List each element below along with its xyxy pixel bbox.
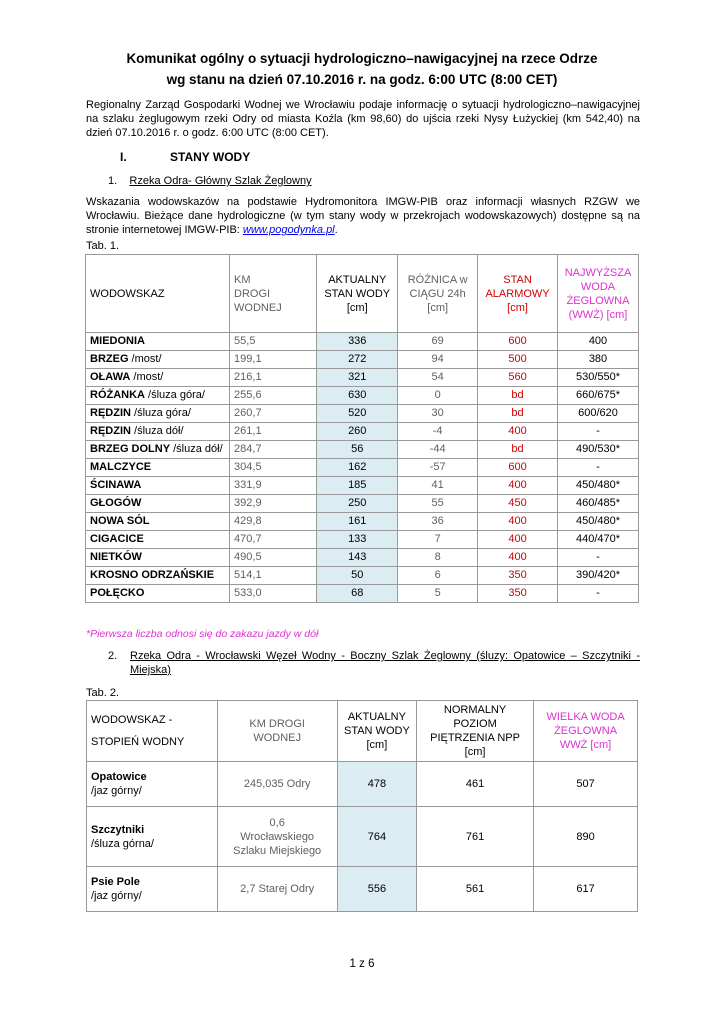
- header-km: [230, 255, 317, 333]
- row-name: POŁĘCKO: [90, 587, 145, 599]
- header2-npp: NORMALNY POZIOM PIĘTRZENIA NPP [cm]: [416, 701, 533, 762]
- row-stan: 68: [317, 585, 398, 603]
- table-1-row: [86, 531, 639, 549]
- table-1-row: [86, 477, 639, 495]
- header2-wodowskaz: [87, 701, 218, 762]
- row-wwz: -: [558, 423, 639, 441]
- row-km: 260,7: [230, 405, 317, 423]
- row-diff: 36: [398, 513, 478, 531]
- row-suffix: /śluza góra/: [130, 407, 191, 419]
- row-diff: 30: [398, 405, 478, 423]
- row-diff: -4: [398, 423, 478, 441]
- row-diff: 6: [398, 567, 478, 585]
- row2-km: [217, 762, 337, 807]
- row-km: 261,1: [230, 423, 317, 441]
- row-wodowskaz: [86, 369, 230, 387]
- row2-km: [217, 807, 337, 867]
- row2-sub: /jaz górny/: [91, 890, 142, 902]
- row-wwz: 440/470*: [558, 531, 639, 549]
- row-km: 470,7: [230, 531, 317, 549]
- row-km: 255,6: [230, 387, 317, 405]
- row2-wwz: 617: [534, 867, 638, 912]
- row-name: MALCZYCE: [90, 461, 152, 473]
- table-1-row: [86, 513, 639, 531]
- table-1-row: [86, 585, 639, 603]
- row-suffix: /most/: [128, 353, 162, 365]
- row-km: 284,7: [230, 441, 317, 459]
- row-alarm: bd: [478, 405, 558, 423]
- row-name: BRZEG: [90, 353, 129, 365]
- row-wodowskaz: [86, 531, 230, 549]
- row-alarm: 500: [478, 351, 558, 369]
- row2-stan: 478: [337, 762, 416, 807]
- row-wodowskaz: [86, 387, 230, 405]
- row-name: CIGACICE: [90, 533, 144, 545]
- row-name: RĘDZIN: [90, 407, 131, 419]
- section-number: I.: [120, 150, 127, 164]
- header-km-text: KM DROGI WODNEJ: [234, 273, 282, 314]
- row-km: 55,5: [230, 333, 317, 351]
- row-km: 331,9: [230, 477, 317, 495]
- row2-wodowskaz: [87, 762, 218, 807]
- row-stan: 321: [317, 369, 398, 387]
- row-wwz: 450/480*: [558, 477, 639, 495]
- row-diff: 0: [398, 387, 478, 405]
- row-name: NOWA SÓL: [90, 515, 150, 527]
- row-alarm: 350: [478, 585, 558, 603]
- row-diff: -57: [398, 459, 478, 477]
- row-wwz: 400: [558, 333, 639, 351]
- row-stan: 50: [317, 567, 398, 585]
- description-text: Wskazania wodowskazów na podstawie Hydromonitora IMGW-PIB oraz informacji własnych RZGW we Wrocławiu. Bieżące dane hydrologiczne (w tym stany wody w przekrojach wodowskazowych) dostępne są na stronie internetowej IMGW-PIB:: [86, 196, 640, 236]
- header-aktualny: AKTUALNY STAN WODY [cm]: [317, 255, 398, 333]
- header2-wwz-text: WIELKA WODA ŻEGLOWNA WWŻ [cm]: [546, 711, 625, 751]
- row-stan: 250: [317, 495, 398, 513]
- header2-wodowskaz-line1: WODOWSKAZ -: [91, 714, 173, 726]
- row-wwz: 390/420*: [558, 567, 639, 585]
- list-item-2-number: 2.: [108, 650, 118, 662]
- row-stan: 336: [317, 333, 398, 351]
- row-wodowskaz: [86, 585, 230, 603]
- row2-km-text: 0,6 Wrocławskiego Szlaku Miejskiego: [233, 816, 322, 857]
- header2-wwz: [534, 701, 638, 762]
- row2-npp: 461: [416, 762, 533, 807]
- table-2-row: [87, 762, 638, 807]
- table-2: [86, 700, 638, 912]
- page-number: 1 z 6: [349, 958, 375, 970]
- row2-name: Szczytniki: [91, 823, 145, 836]
- list-item-2-label: Rzeka Odra - Wrocławski Węzeł Wodny - Boczny Szlak Żeglowny (śluzy: Opatowice – Szczytniki - Miejska): [130, 650, 640, 676]
- row-wodowskaz: [86, 351, 230, 369]
- row2-sub: /jaz górny/: [91, 785, 142, 797]
- row2-km-text: 2,7 Starej Odry: [240, 883, 315, 895]
- row-diff: -44: [398, 441, 478, 459]
- row-alarm: 400: [478, 423, 558, 441]
- row-stan: 143: [317, 549, 398, 567]
- row-stan: 630: [317, 387, 398, 405]
- row-diff: 55: [398, 495, 478, 513]
- row-alarm: bd: [478, 387, 558, 405]
- table-1-body: [86, 333, 639, 603]
- row-name: OŁAWA: [90, 371, 131, 383]
- row-wwz: 530/550*: [558, 369, 639, 387]
- header-wwz: NAJWYŻSZA WODA ŻEGLOWNA (WWŻ) [cm]: [558, 255, 639, 333]
- table-1-row: [86, 459, 639, 477]
- row-wodowskaz: [86, 423, 230, 441]
- title-line-1: Komunikat ogólny o sytuacji hydrologiczno–nawigacyjnej na rzece Odrze: [126, 51, 598, 66]
- row-km: 490,5: [230, 549, 317, 567]
- row2-name: Psie Pole: [91, 876, 140, 888]
- row2-sub: /śluza górna/: [91, 837, 154, 850]
- row2-stan: 764: [337, 807, 416, 867]
- row-wodowskaz: [86, 459, 230, 477]
- row-suffix: /śluza góra/: [145, 389, 205, 401]
- row-km: 216,1: [230, 369, 317, 387]
- table-1-row: [86, 567, 639, 585]
- header2-km: [217, 701, 337, 762]
- list-item-1-number: 1.: [108, 175, 118, 187]
- row-wwz: 450/480*: [558, 513, 639, 531]
- row-suffix: /most/: [130, 371, 164, 383]
- row-wwz: 380: [558, 351, 639, 369]
- row-km: 429,8: [230, 513, 317, 531]
- row-diff: 41: [398, 477, 478, 495]
- row-alarm: 350: [478, 567, 558, 585]
- table-2-row: [87, 807, 638, 867]
- row-diff: 94: [398, 351, 478, 369]
- row-wwz: -: [558, 459, 639, 477]
- row-suffix: /śluza dół/: [170, 443, 223, 455]
- row-name: KROSNO ODRZAŃSKIE: [90, 569, 215, 581]
- table-1-row: [86, 351, 639, 369]
- row-alarm: 400: [478, 549, 558, 567]
- row2-wwz: 890: [534, 807, 638, 867]
- table-1-row: [86, 423, 639, 441]
- row-name: RÓŻANKA: [90, 389, 145, 401]
- row-alarm: bd: [478, 441, 558, 459]
- row-wodowskaz: [86, 495, 230, 513]
- row2-km-text: 245,035 Odry: [243, 778, 311, 790]
- list-item-1-label: Rzeka Odra- Główny Szlak Żeglowny: [129, 175, 312, 187]
- row-alarm: 400: [478, 531, 558, 549]
- header2-wodowskaz-line2: STOPIEŃ WODNY: [91, 736, 185, 748]
- table-1-row: [86, 369, 639, 387]
- row-alarm: 450: [478, 495, 558, 513]
- table-1-row: [86, 333, 639, 351]
- row-name: ŚCINAWA: [90, 479, 142, 491]
- row-diff: 69: [398, 333, 478, 351]
- row-suffix: /śluza dół/: [130, 425, 184, 437]
- row-stan: 272: [317, 351, 398, 369]
- row-diff: 7: [398, 531, 478, 549]
- row2-stan: 556: [337, 867, 416, 912]
- section-heading: [120, 150, 250, 164]
- row2-wodowskaz: [87, 807, 218, 867]
- row-km: 392,9: [230, 495, 317, 513]
- intro-paragraph: Regionalny Zarząd Gospodarki Wodnej we Wrocławiu podaje informację o sytuacji hydrologiczno–nawigacyjnej na szlaku żeglugowym rzeki Odry od miasta Koźla (km 98,60) do ujścia rzeki Nysy Łużyckiej (km 542,40) na dzień 07.10.2016 r. o godz. 6:00 UTC (8:00 CET).: [86, 99, 640, 139]
- title-line-2: wg stanu na dzień 07.10.2016 r. na godz. 6:00 UTC (8:00 CET): [166, 72, 558, 87]
- row2-npp: 561: [416, 867, 533, 912]
- row-wodowskaz: [86, 513, 230, 531]
- row-name: MIEDONIA: [90, 335, 145, 347]
- row-stan: 56: [317, 441, 398, 459]
- header-wodowskaz: WODOWSKAZ: [86, 255, 230, 333]
- row-name: GŁOGÓW: [90, 497, 142, 509]
- row-wodowskaz: [86, 477, 230, 495]
- row-diff: 54: [398, 369, 478, 387]
- table-1-row: [86, 549, 639, 567]
- row-wodowskaz: [86, 405, 230, 423]
- row2-name: Opatowice: [91, 771, 147, 783]
- row-stan: 185: [317, 477, 398, 495]
- table-2-header-row: [87, 701, 638, 762]
- row2-npp: 761: [416, 807, 533, 867]
- row-wwz: 460/485*: [558, 495, 639, 513]
- row-wwz: -: [558, 549, 639, 567]
- header2-aktualny: AKTUALNY STAN WODY [cm]: [337, 701, 416, 762]
- row-stan: 162: [317, 459, 398, 477]
- row-wwz: 660/675*: [558, 387, 639, 405]
- row2-wwz: 507: [534, 762, 638, 807]
- row-name: NIETKÓW: [90, 551, 142, 563]
- pogodynka-link[interactable]: www.pogodynka.pl: [242, 224, 335, 236]
- row-stan: 520: [317, 405, 398, 423]
- row-wodowskaz: [86, 441, 230, 459]
- description-end: .: [334, 224, 338, 236]
- row-alarm: 400: [478, 513, 558, 531]
- table-1-row: [86, 405, 639, 423]
- row-alarm: 600: [478, 333, 558, 351]
- table-1-label: Tab. 1.: [86, 240, 120, 252]
- row-wodowskaz: [86, 567, 230, 585]
- row-alarm: 600: [478, 459, 558, 477]
- row2-km: [217, 867, 337, 912]
- row-stan: 133: [317, 531, 398, 549]
- footnote: *Pierwsza liczba odnosi się do zakazu jazdy w dół: [86, 628, 319, 640]
- row-diff: 8: [398, 549, 478, 567]
- section-label: STANY WODY: [170, 150, 251, 164]
- row-wodowskaz: [86, 333, 230, 351]
- row-diff: 5: [398, 585, 478, 603]
- row-km: 533,0: [230, 585, 317, 603]
- row-stan: 260: [317, 423, 398, 441]
- header-alarm: STAN ALARMOWY [cm]: [478, 255, 558, 333]
- description-paragraph: [86, 195, 640, 237]
- row-stan: 161: [317, 513, 398, 531]
- table-1-row: [86, 495, 639, 513]
- row-name: BRZEG DOLNY: [90, 443, 171, 455]
- table-1-row: [86, 387, 639, 405]
- row-km: 304,5: [230, 459, 317, 477]
- row-wodowskaz: [86, 549, 230, 567]
- row-wwz: -: [558, 585, 639, 603]
- row-wwz: 600/620: [558, 405, 639, 423]
- row-alarm: 560: [478, 369, 558, 387]
- row-km: 514,1: [230, 567, 317, 585]
- table-2-row: [87, 867, 638, 912]
- table-1-header-row: [86, 255, 639, 333]
- row-alarm: 400: [478, 477, 558, 495]
- table-1-row: [86, 441, 639, 459]
- header-roznica: RÓŻNICA w CIĄGU 24h [cm]: [398, 255, 478, 333]
- row-name: RĘDZIN: [90, 425, 131, 437]
- row-wwz: 490/530*: [558, 441, 639, 459]
- table-2-body: [87, 762, 638, 912]
- header2-km-text: KM DROGI WODNEJ: [249, 718, 305, 744]
- table-1: [85, 254, 639, 603]
- list-item-1: [108, 174, 312, 188]
- row2-wodowskaz: [87, 867, 218, 912]
- table-2-label: Tab. 2.: [86, 687, 120, 699]
- row-km: 199,1: [230, 351, 317, 369]
